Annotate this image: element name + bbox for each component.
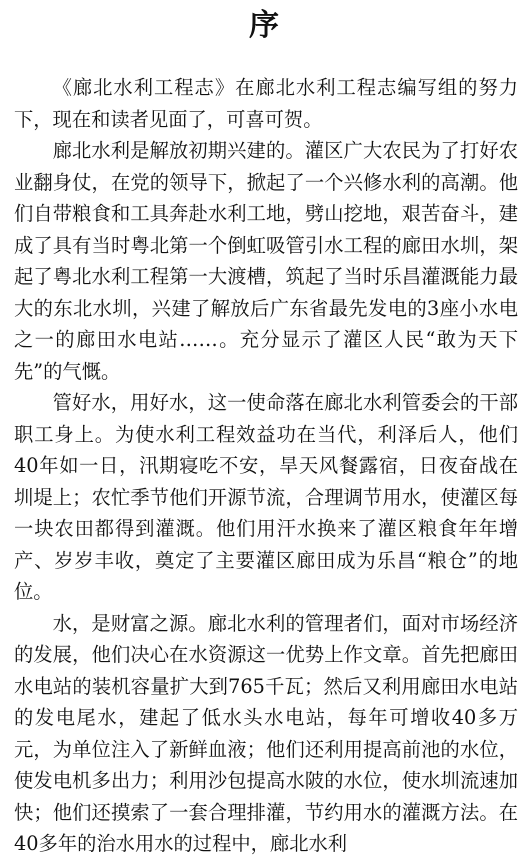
paragraph-4: 水，是财富之源。廊北水利的管理者们，面对市场经济的发展，他们决心在水资源这一优势上作文章。首先把廊田水电站的装机容量扩大到765千瓦；然后又利用廊田水电站的发电尾水，建起了低水头水电站，每年可增收40多万元，为单位注入了新鲜血液；他们还利用提高前池的水位，使发电机多出力；利用沙包提高水陂的水位，使水圳流速加快；他们还摸索了一套合理排灌，节约用水的灌溉方法。在40多年的治水用水的过程中，廊北水利 (14, 611, 518, 855)
page-title: 序 (249, 8, 281, 43)
paragraph-3: 管好水，用好水，这一使命落在廊北水利管委会的干部职工身上。为使水利工程效益功在当代，利泽后人，他们40年如一日，汛期寝吃不安，旱天风餐露宿，日夜奋战在圳堤上；农忙季节他们开源节流，合理调节用水，使灌区每一块农田都得到灌溉。他们用汗水换来了灌区粮食年年增产、岁岁丰收，奠定了主要灌区廊田成为乐昌“粮仓”的地位。 (14, 391, 518, 603)
body-text (14, 72, 518, 860)
paragraph-2: 廊北水利是解放初期兴建的。灌区广大农民为了打好农业翻身仗，在党的领导下，掀起了一个兴修水利的高潮。他们自带粮食和工具奔赴水利工地，劈山挖地，艰苦奋斗，建成了具有当时粤北第一个倒虹吸管引水工程的廊田水圳，架起了粤北水利工程第一大渡槽，筑起了当时乐昌灌溉能力最大的东北水圳，兴建了解放后广东省最先发电的3座小水电之一的廊田水电站……。充分显示了灌区人民“敢为天下先”的气慨。 (14, 139, 518, 383)
paragraph-1: 《廊北水利工程志》在廊北水利工程志编写组的努力下，现在和读者见面了，可喜可贺。 (14, 76, 518, 131)
